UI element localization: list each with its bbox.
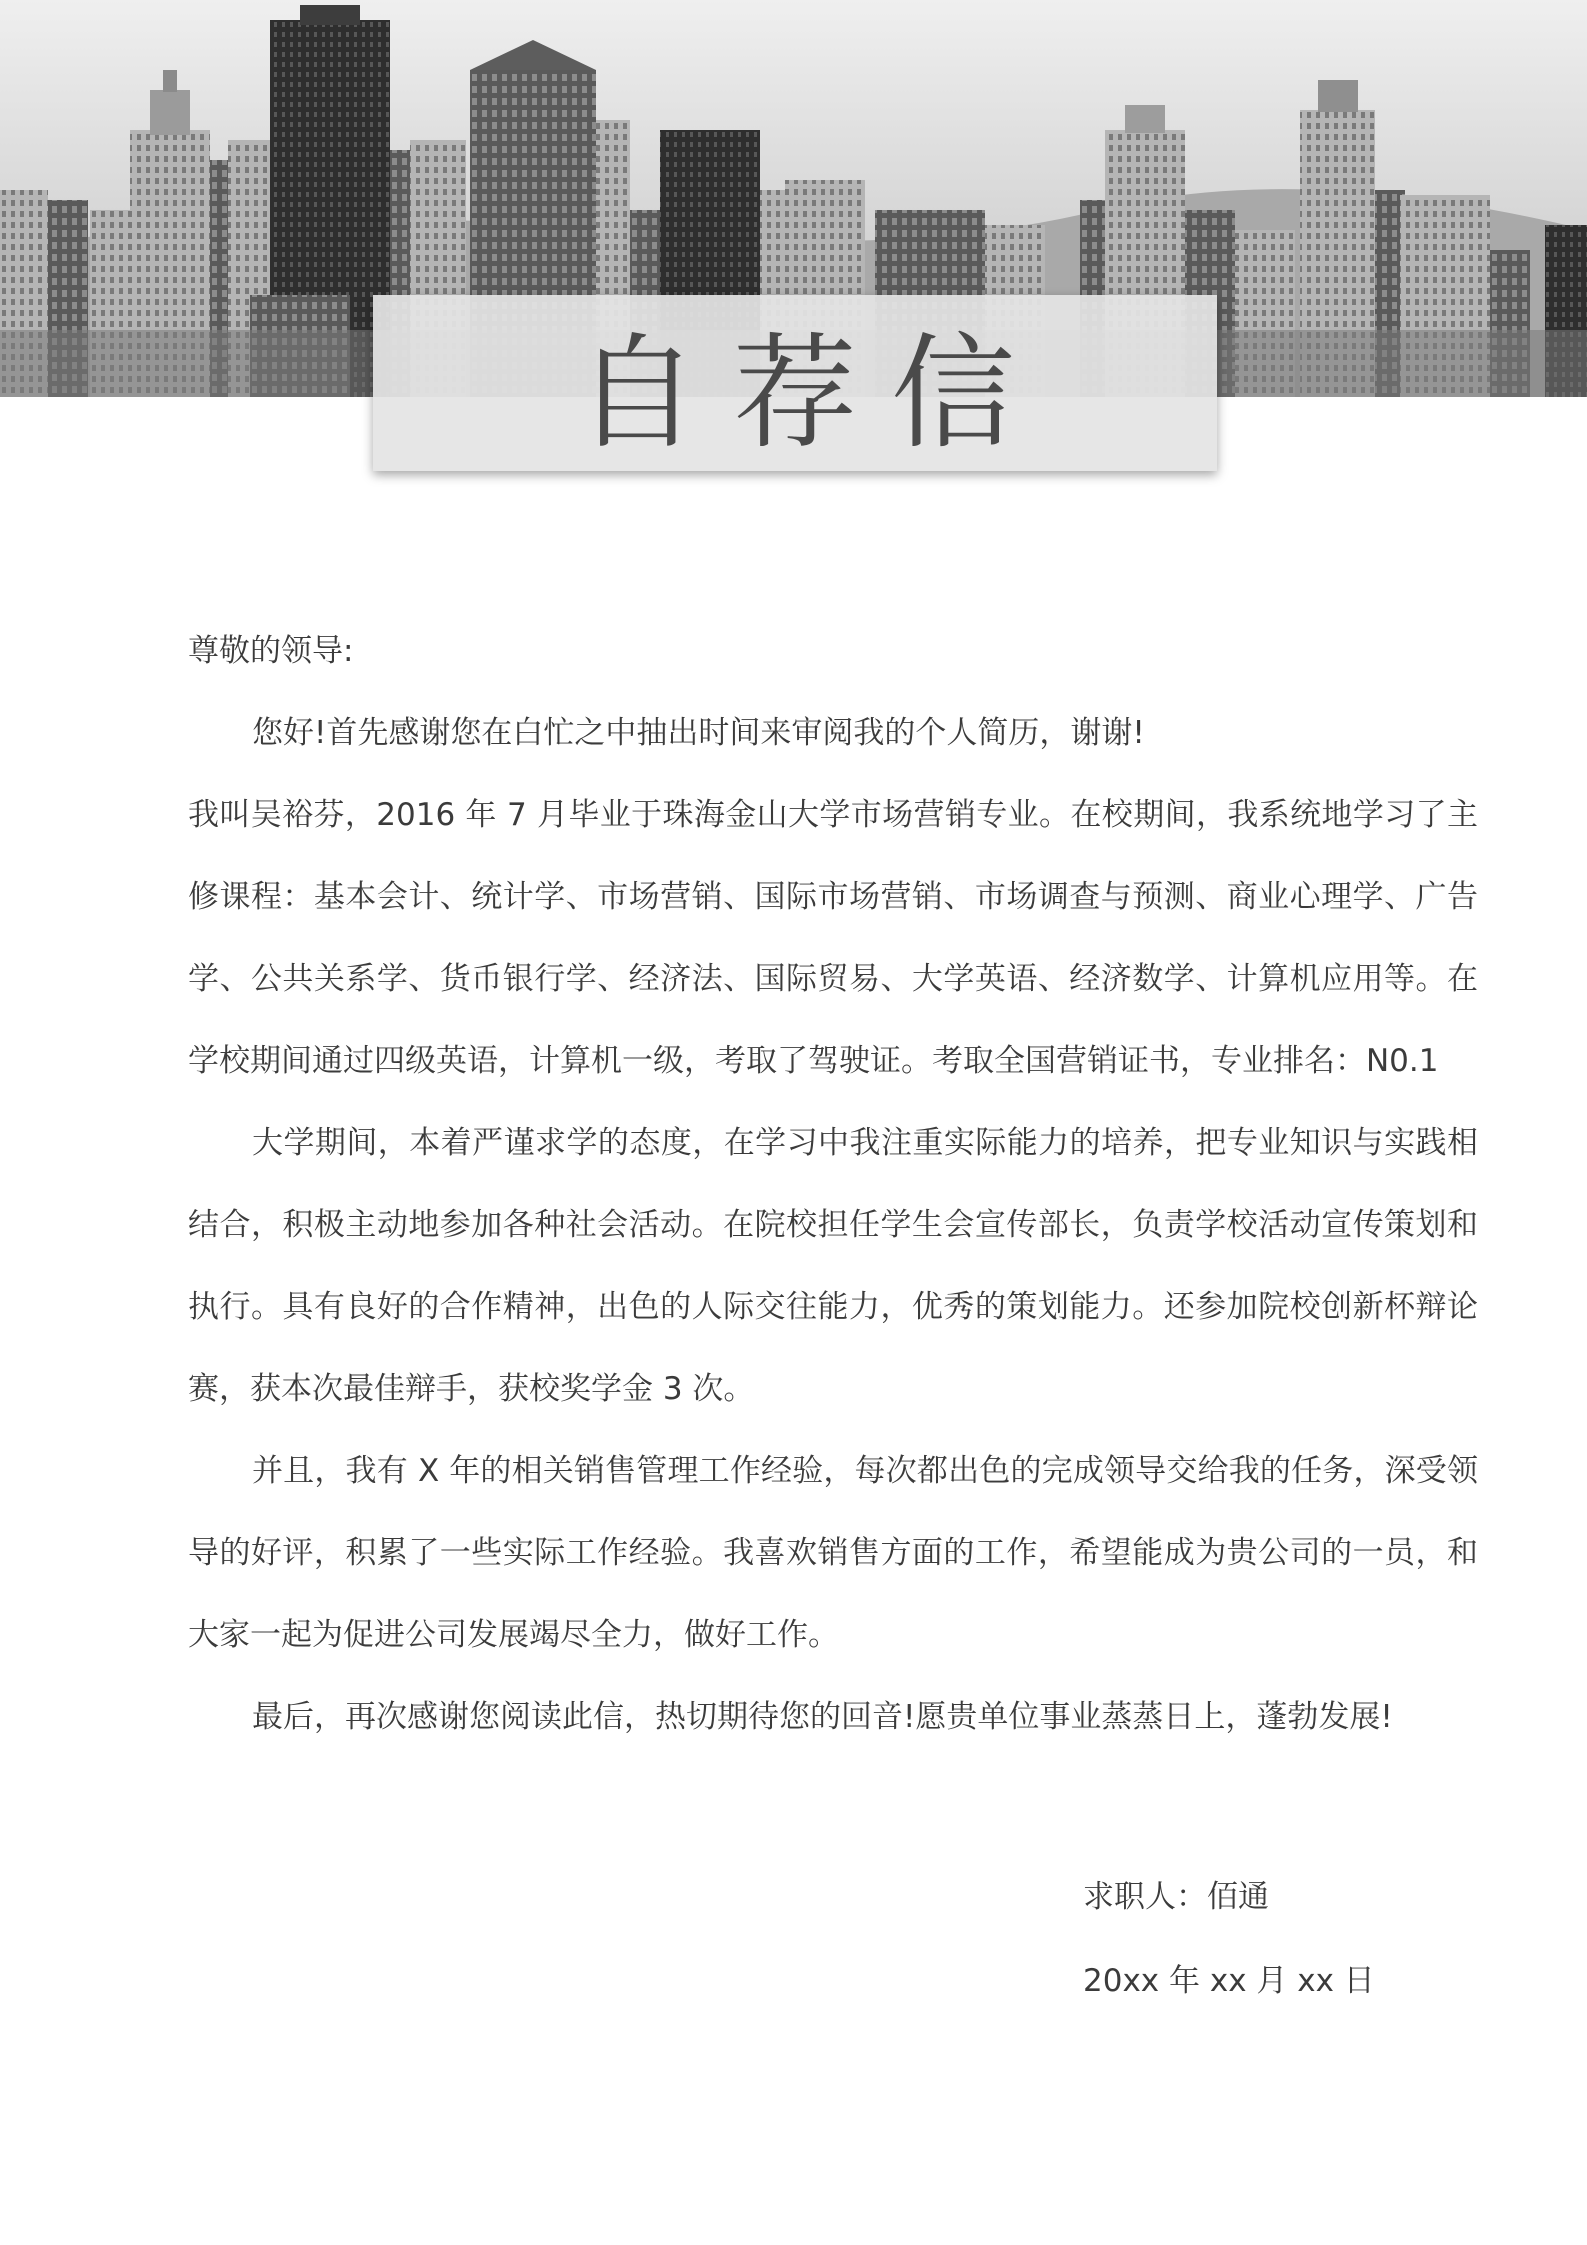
paragraph-education: 我叫吴裕芬，2016 年 7 月毕业于珠海金山大学市场营销专业。在校期间，我系统地学习了主修课程：基本会计、统计学、市场营销、国际市场营销、市场调查与预测、商业心理学、广告学、公共关系学、货币银行学、经济法、国际贸易、大学英语、经济数学、计算机应用等。在学校期间通过四级英语，计算机一级，考取了驾驶证。考取全国营销证书，专业排名：N0.1 [188,797,1478,1079]
signature-block [1083,1855,1375,2023]
title-box [373,295,1217,471]
page-title: 自荐信 [574,322,1049,466]
letter-date: 20xx 年 xx 月 xx 日 [1083,1963,1375,1999]
paragraph-university-activities: 大学期间，本着严谨求学的态度，在学习中我注重实际能力的培养，把专业知识与实践相结合，积极主动地参加各种社会活动。在院校担任学生会宣传部长，负责学校活动宣传策划和执行。具有良好的合作精神，出色的人际交往能力，优秀的策划能力。还参加院校创新杯辩论赛，获本次最佳辩手，获校奖学金 3 次。 [188,1125,1478,1407]
applicant-name: 求职人：佰通 [1083,1879,1269,1915]
salutation: 尊敬的领导: [188,633,354,669]
paragraph-closing: 最后，再次感谢您阅读此信，热切期待您的回音!愿贵单位事业蒸蒸日上，蓬勃发展! [252,1699,1393,1735]
paragraph-work-experience: 并且，我有 X 年的相关销售管理工作经验，每次都出色的完成领导交给我的任务，深受领导的好评，积累了一些实际工作经验。我喜欢销售方面的工作，希望能成为贵公司的一员，和大家一起为促进公司发展竭尽全力，做好工作。 [188,1453,1478,1653]
letter-body [188,610,1478,1758]
paragraph-greeting: 您好!首先感谢您在白忙之中抽出时间来审阅我的个人简历，谢谢! [252,715,1145,751]
